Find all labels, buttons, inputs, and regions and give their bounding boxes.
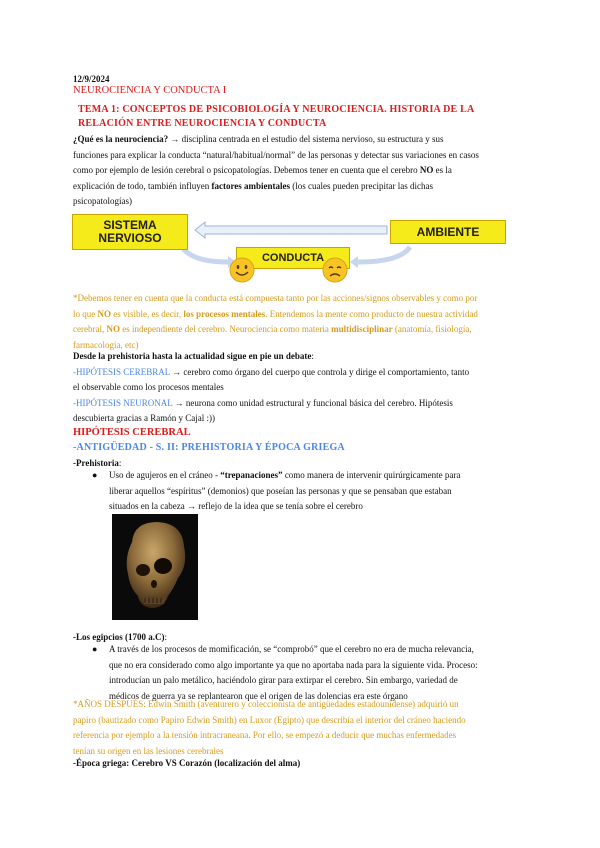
hipotesis-cerebral-label: -HIPÓTESIS CEREBRAL [73,366,170,377]
prehistoria-heading: -Prehistoria: [73,458,122,468]
arrow-ambiente-to-conducta [358,247,410,262]
happy-face-icon [229,257,255,283]
bullet-trepanaciones: Uso de agujeros en el cráneo - “trepanaciones” como manera de intervenir quirúrgicamente para liberar aquellos “espíritus” (demonios) que poseían las personas y que se pensaban que estaban situados en la cabeza → reflejo de la idea que se tenía sobre el cerebro [109,470,461,511]
topic-title-line1: TEMA 1: CONCEPTOS DE PSICOBIOLOGÍA Y NEUROCIENCIA. HISTORIA DE LA [78,104,475,115]
note-paragraph: *Debemos tener en cuenta que la conducta está compuesta tanto por las acciones/signos observables y como por lo que NO es visible, es decir, los procesos mentales. Entendemos la mente como producto de nuestra actividad cerebral, NO es independiente del cerebro. Neurociencia como materia multidisciplinar (anatomía, fisiología, farmacología, etc) [73,293,478,350]
bullet-icon: ● [92,470,98,480]
conducta-box: CONDUCTA [236,247,350,269]
anos-despues-note: *AÑOS DESPUÉS: Edwin Smith (aventurero y coleccionista de antigüedades estadounidense) adquirió un papiro (bautizado como Papiro Edwin Smith) en Luxor (Egipto) que describía el interior del cráneo haciendo referencia por ejemplo a la tensión intracraneana. Por ello, se empezó a deducir que muchas enfermedades tenían su origen en las lesiones cerebrales [73,699,466,756]
sistema-nervioso-box: SISTEMA NERVIOSO [72,214,188,250]
course-title: NEUROCIENCIA Y CONDUCTA I [73,85,227,96]
sad-face-icon [322,257,348,283]
arrow-ambiente-to-sistema [195,222,387,238]
date: 12/9/2024 [73,74,110,84]
section-subtitle: -ANTIGÜEDAD - S. II: PREHISTORIA Y ÉPOCA GRIEGA [73,442,345,453]
arrow-sistema-to-conducta [182,247,228,262]
trepanned-skull-image [112,514,198,620]
bullet-icon: ● [92,644,98,654]
debate-section: Desde la prehistoria hasta la actualidad sigue en pie un debate: -HIPÓTESIS CEREBRAL → cerebro como órgano del cuerpo que controla y dirige el comportamiento, tanto el observable como los procesos mentales -HIPÓTESIS NEURONAL → neurona como unidad estructural y funcional básica del cerebro. Hipótesis descubierta gracias a Ramón y Cajal :)) [73,351,470,423]
section-title: HIPÓTESIS CEREBRAL [73,427,191,438]
egipcios-heading: -Los egipcios (1700 a.C): [73,632,168,642]
topic-title-line2: RELACIÓN ENTRE NEUROCIENCIA Y CONDUCTA [78,118,327,129]
intro-question: ¿Qué es la neurociencia? [73,134,169,144]
hipotesis-neuronal-label: -HIPÓTESIS NEURONAL [73,397,173,408]
epoca-griega-heading: -Época griega: Cerebro VS Corazón (localización del alma) [73,758,301,768]
ambiente-box: AMBIENTE [390,220,506,244]
intro-paragraph: ¿Qué es la neurociencia? → disciplina centrada en el estudio del sistema nervioso, su estructura y sus funciones para explicar la conducta “natural/habitual/normal” de las personas y detectar sus variaciones en casos como por ejemplo de lesión cerebral o psicopatologías. Debemos tener en cuenta que el cerebro NO es la explicación de todo, también influyen factores ambientales (los cuales pueden precipitar las dichas psicopatologías) [73,134,479,206]
bullet-momificacion: A través de los procesos de momificación, se “comprobó” que el cerebro no era de mucha relevancia, que no era considerado como algo importante ya que no aportaba nada para la siguiente vida. Proceso: introducían un palo metálico, haciéndolo girar para extirpar el cerebro. Sin embargo, variedad de médicos de guerra ya se replantearon que el origen de las dolencias era este órgano [109,644,478,701]
debate-title: Desde la prehistoria hasta la actualidad sigue en pie un debate [73,351,312,361]
